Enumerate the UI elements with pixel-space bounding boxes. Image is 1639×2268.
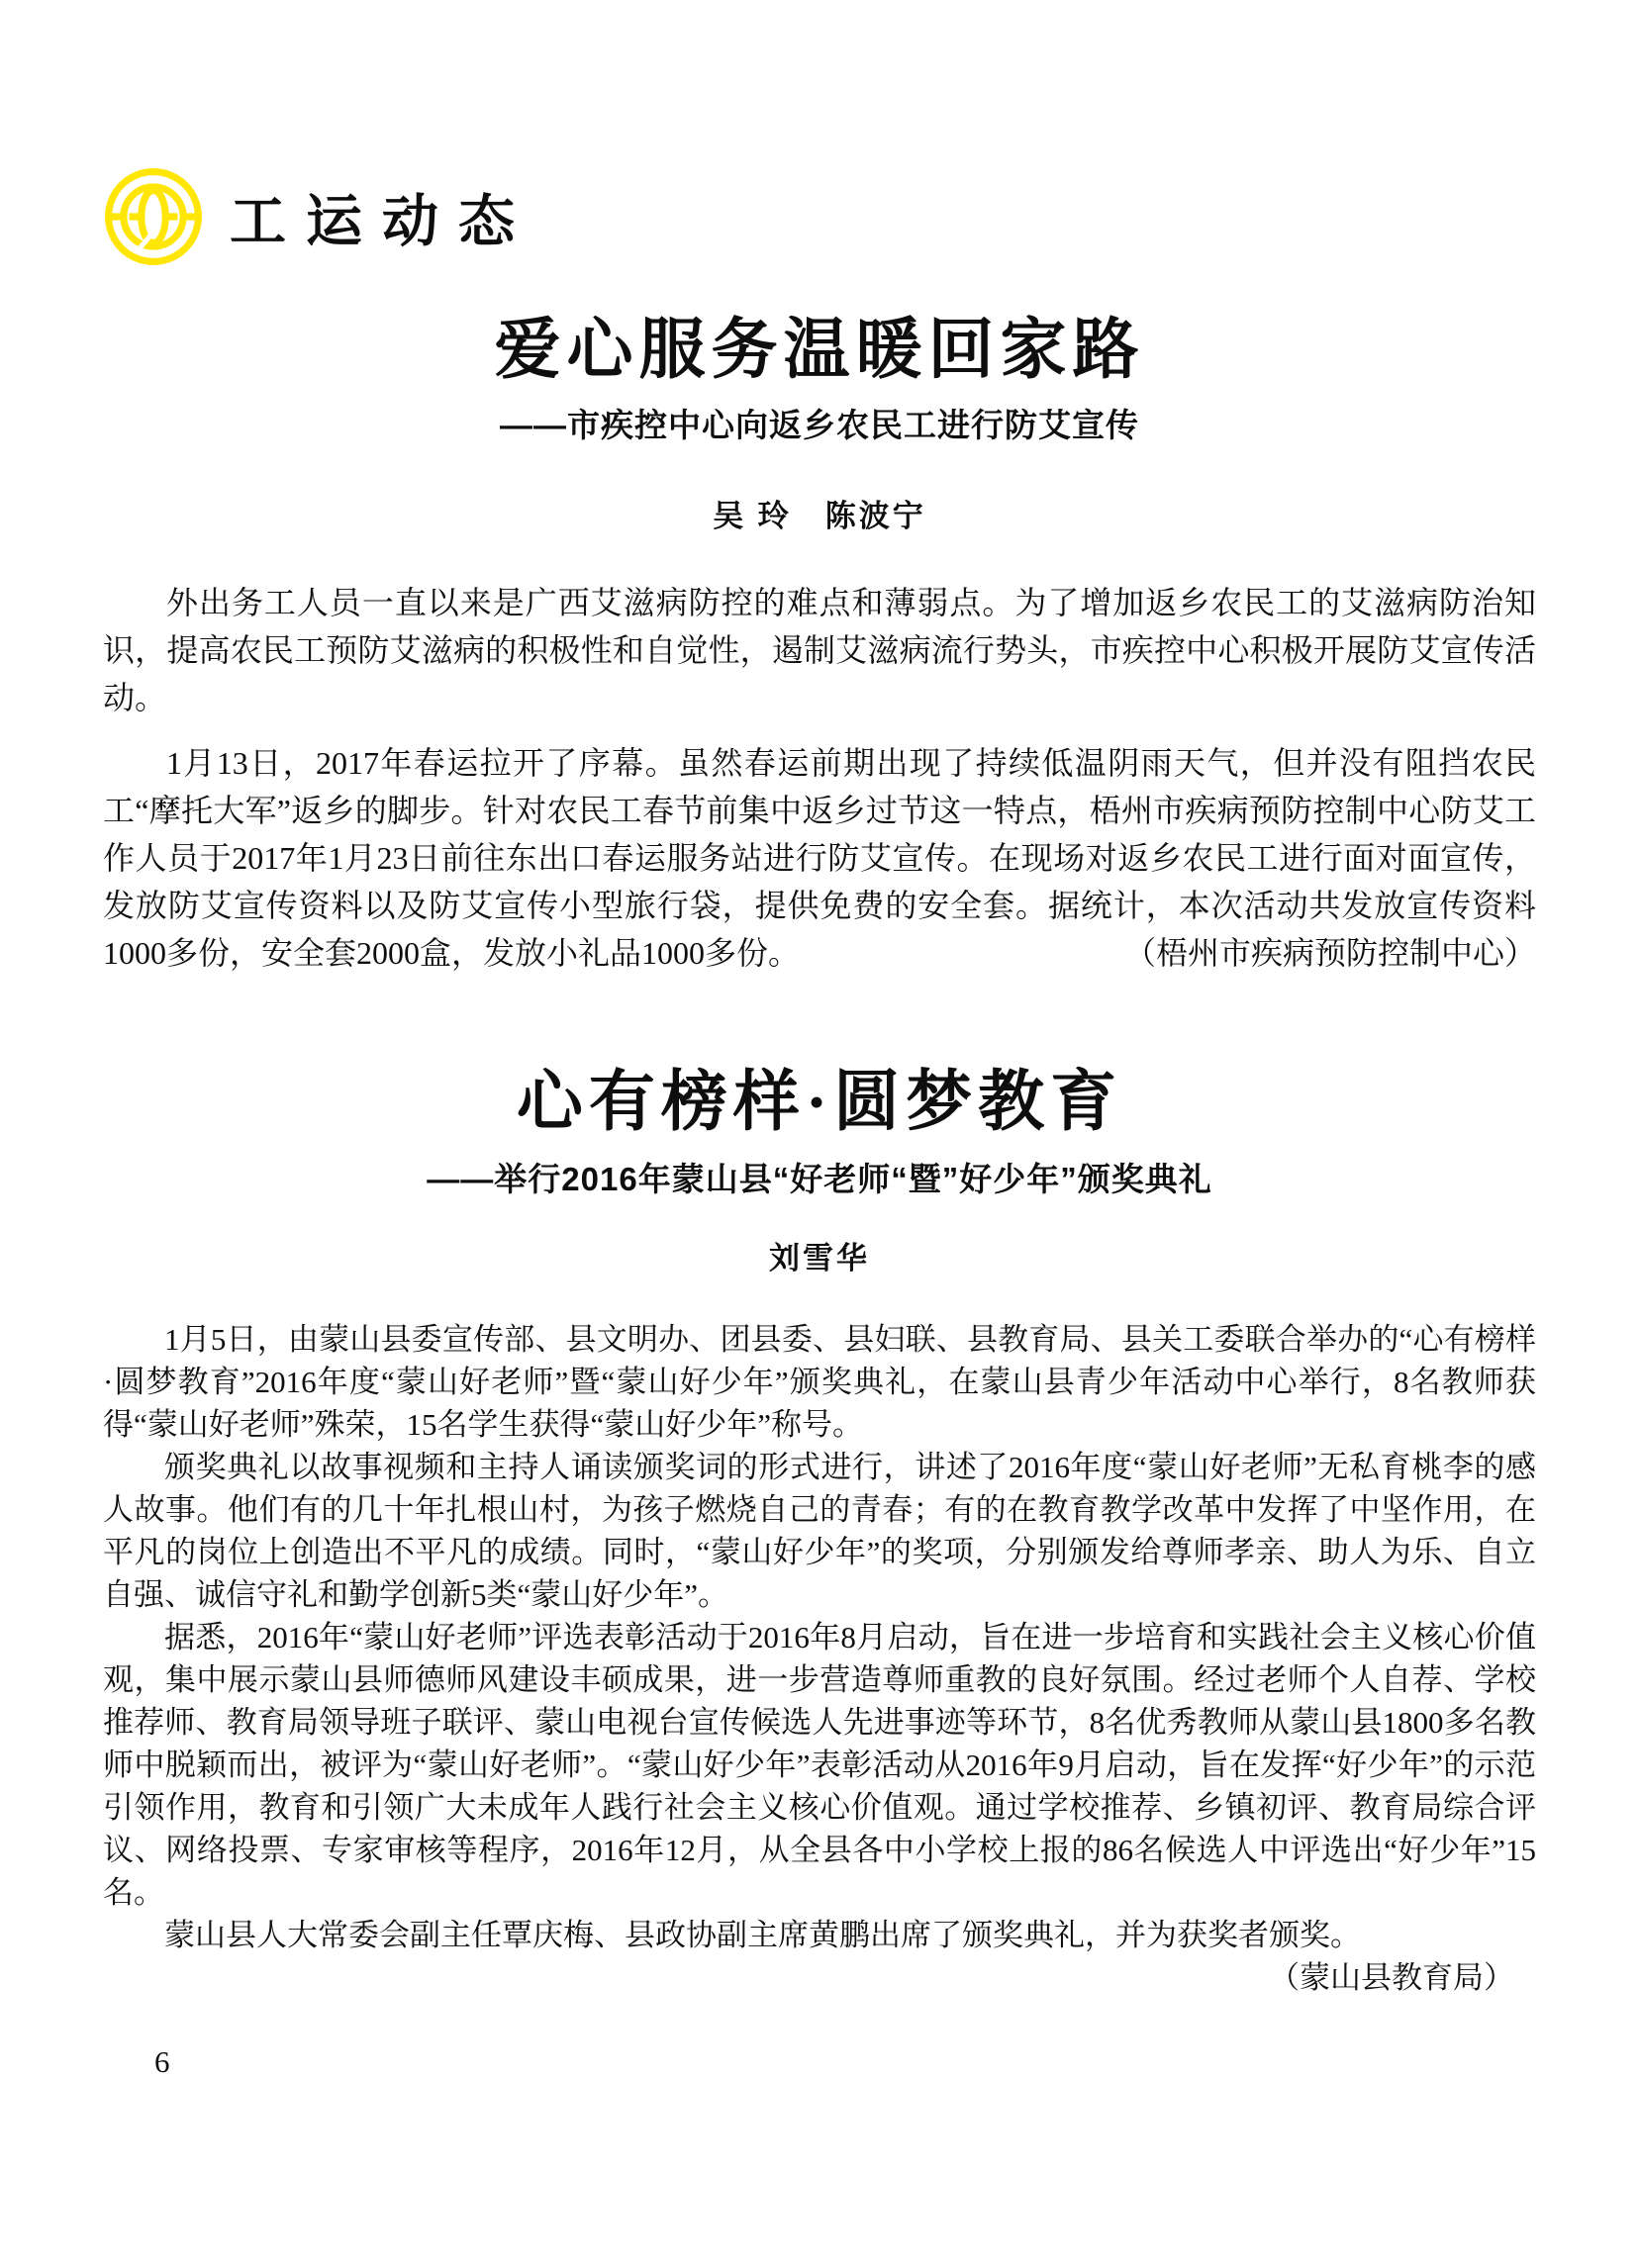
article2-title: 心有榜样·圆梦教育 (516, 1066, 1123, 1139)
section-header (103, 166, 534, 267)
article1-body (103, 579, 1536, 977)
article1-attribution: （梧州市疾病预防控制中心） (1123, 935, 1536, 971)
article2-paragraph-2: 颁奖典礼以故事视频和主持人诵读颁奖词的形式进行，讲述了2016年度“蒙山好老师”无私育桃李的感人故事。他们有的几十年扎根山村，为孩子燃烧自己的青春；有的在教育教学改革中发挥了中坚作用，在平凡的岗位上创造出不平凡的成绩。同时，“蒙山好少年”的奖项，分别颁发给尊师孝亲、助人为乐、自立自强、诚信守礼和勤学创新5类“蒙山好少年”。 (103, 1450, 1536, 1612)
article2-paragraph-3: 据悉，2016年“蒙山好老师”评选表彰活动于2016年8月启动，旨在进一步培育和实践社会主义核心价值观，集中展示蒙山县师德师风建设丰硕成果，进一步营造尊师重教的良好氛围。经过老师个人自荐、学校推荐师、教育局领导班子联评、蒙山电视台宣传候选人先进事迹等环节，8名优秀教师从蒙山县1800多名教师中脱颖而出，被评为“蒙山好老师”。“蒙山好少年”表彰活动从2016年9月启动，旨在发挥“好少年”的示范引领作用，教育和引领广大未成年人践行社会主义核心价值观。通过学校推荐、乡镇初评、教育局综合评议、网络投票、专家审核等程序，2016年12月，从全县各中小学校上报的86名候选人中评选出“好少年”15名。 (103, 1620, 1536, 1910)
article1-paragraph-1 (103, 579, 1536, 721)
article1-subtitle: ——市疾控中心向返乡农民工进行防艾宣传 (500, 407, 1139, 443)
article1-authors: 吴 玲 陈波宁 (713, 499, 926, 533)
article1-paragraph-2 (103, 739, 1536, 977)
article2-attribution: （蒙山县教育局） (1269, 1960, 1514, 1995)
article1-paragraph-2-text: 1月13日，2017年春运拉开了序幕。虽然春运前期出现了持续低温阴雨天气，但并没有阻挡农民工“摩托大军”返乡的脚步。针对农民工春节前集中返乡过节这一特点，梧州市疾病预防控制中心防艾工作人员于2017年1月23日前往东出口春运服务站进行防艾宣传。在现场对返乡农民工进行面对面宣传，发放防艾宣传资料以及防艾宣传小型旅行袋，提供免费的安全套。据统计，本次活动共发放宣传资料1000多份，安全套2000盒，发放小礼品1000多份。 (103, 745, 1536, 971)
article1-paragraph-1-text: 外出务工人员一直以来是广西艾滋病防控的难点和薄弱点。为了增加返乡农民工的艾滋病防治知识，提高农民工预防艾滋病的积极性和自觉性，遏制艾滋病流行势头，市疾控中心积极开展防艾宣传活动。 (103, 585, 1536, 715)
page-number: 6 (154, 2044, 170, 2079)
article1-title: 爱心服务温暖回家路 (494, 314, 1145, 387)
article2-paragraph-1: 1月5日，由蒙山县委宣传部、县文明办、团县委、县妇联、县教育局、县关工委联合举办的“心有榜样·圆梦教育”2016年度“蒙山好老师”暨“蒙山好少年”颁奖典礼，在蒙山县青少年活动中心举行，8名教师获得“蒙山好老师”殊荣，15名学生获得“蒙山好少年”称号。 (103, 1322, 1536, 1442)
article2-authors: 刘雪华 (769, 1241, 870, 1276)
trade-union-logo-icon (103, 166, 204, 267)
section-title: 工运动态 (230, 188, 534, 254)
article2-body (103, 1318, 1536, 1999)
article2-paragraph-4: 蒙山县人大常委会副主任覃庆梅、县政协副主席黄鹏出席了颁奖典礼，并为获奖者颁奖。 (164, 1918, 1361, 1952)
article2-subtitle: ——举行2016年蒙山县“好老师“暨”好少年”颁奖典礼 (427, 1161, 1212, 1197)
